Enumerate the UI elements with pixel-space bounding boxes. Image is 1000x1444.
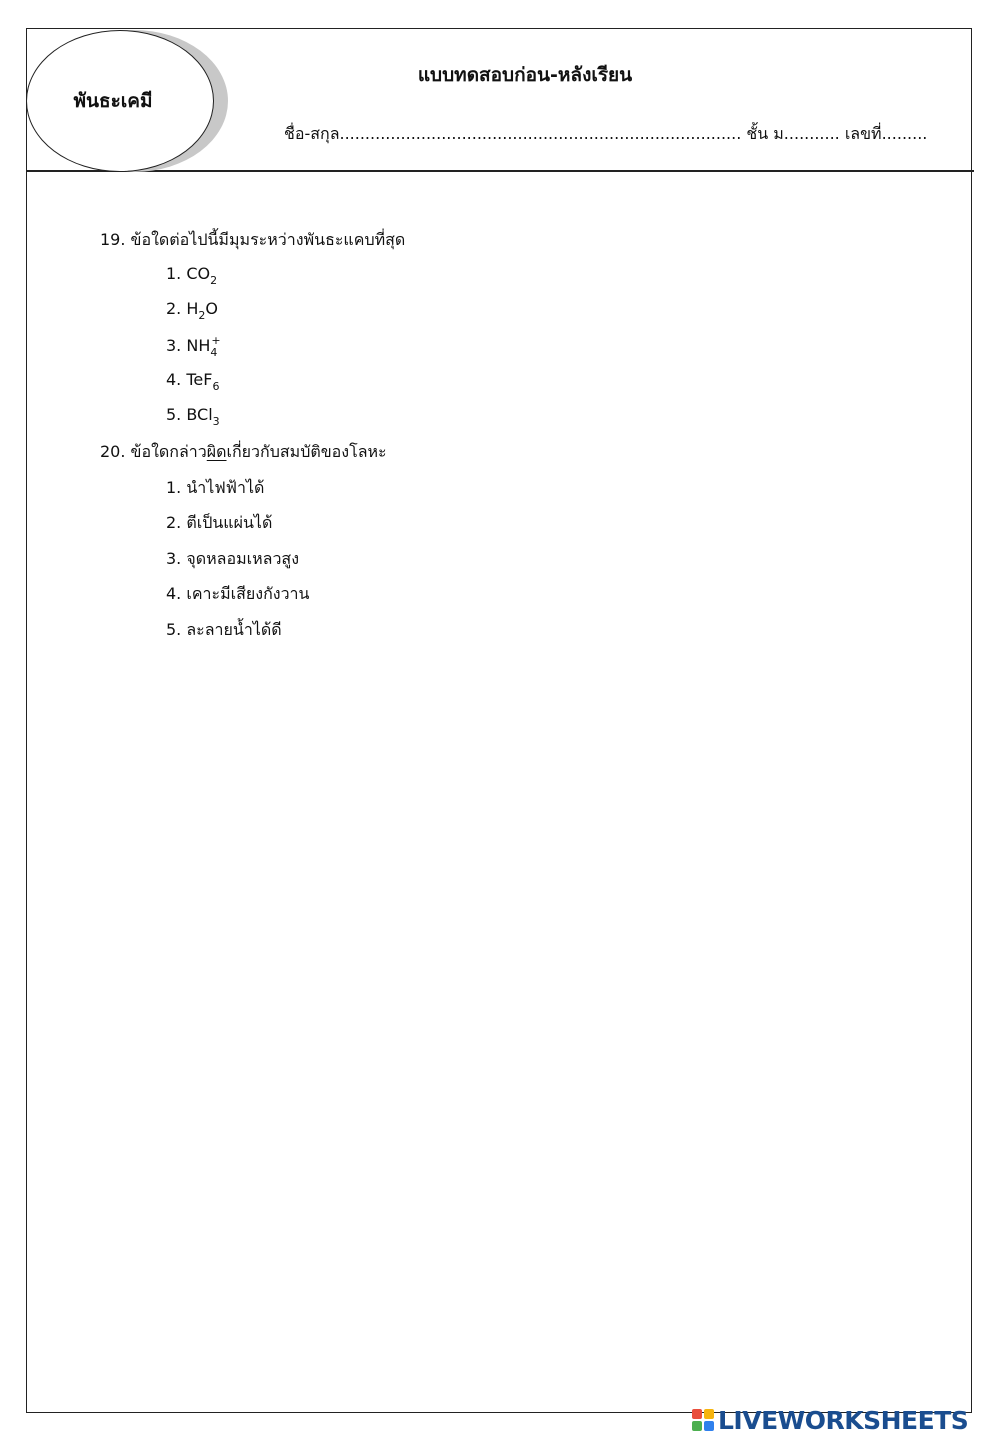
header-divider [26, 170, 974, 172]
q20-option-2[interactable]: 2. ตีเป็นแผ่นได้ [166, 513, 273, 532]
q19-option-3[interactable] [166, 334, 221, 359]
subscript: 6 [212, 380, 220, 393]
q19-option-1[interactable] [166, 264, 217, 287]
liveworksheets-logo [692, 1404, 968, 1436]
q20-option-3[interactable]: 3. จุดหลอมเหลวสูง [166, 549, 300, 568]
question-19: 19. ข้อใดต่อไปนี้มีมุมระหว่างพันธะแคบที่สุด [100, 230, 406, 249]
student-info-line: ชื่อ-สกุล............................................................................... ชั้น ม........... เลขที่......... [284, 124, 928, 143]
logo-square [692, 1409, 702, 1419]
superscript: + [211, 334, 221, 347]
option-text: 2. H [166, 299, 199, 318]
subscript: 2 [198, 309, 206, 322]
option-suffix: O [205, 299, 218, 318]
question-text: 20. ข้อใดกล่าว [100, 442, 207, 461]
logo-square [692, 1421, 702, 1431]
q20-option-4[interactable]: 4. เคาะมีเสียงกังวาน [166, 584, 310, 603]
option-text: 3. NH [166, 336, 211, 355]
option-text: 4. TeF [166, 370, 213, 389]
question-20 [100, 440, 387, 465]
option-text: 1. CO [166, 264, 211, 283]
logo-square [704, 1409, 714, 1419]
q19-option-4[interactable] [166, 370, 219, 393]
logo-text: LIVEWORKSHEETS [718, 1405, 969, 1435]
underlined-word: ผิด [206, 442, 227, 461]
q19-option-2[interactable] [166, 299, 218, 322]
q19-option-5[interactable] [166, 405, 220, 428]
subscript: 2 [210, 274, 218, 287]
q20-option-5[interactable]: 5. ละลายน้ำได้ดี [166, 620, 282, 639]
page-title: แบบทดสอบก่อน-หลังเรียน [417, 64, 633, 86]
subject-badge [26, 30, 214, 172]
logo-icon [692, 1409, 714, 1431]
subscript: 3 [212, 415, 220, 428]
logo-square [704, 1421, 714, 1431]
q20-option-1[interactable]: 1. นำไฟฟ้าได้ [166, 478, 265, 497]
option-text: 5. BCl [166, 405, 213, 424]
question-text: เกี่ยวกับสมบัติของโลหะ [226, 442, 387, 461]
subscript: 4 [210, 346, 218, 359]
subject-label: พันธะเคมี [73, 90, 153, 112]
